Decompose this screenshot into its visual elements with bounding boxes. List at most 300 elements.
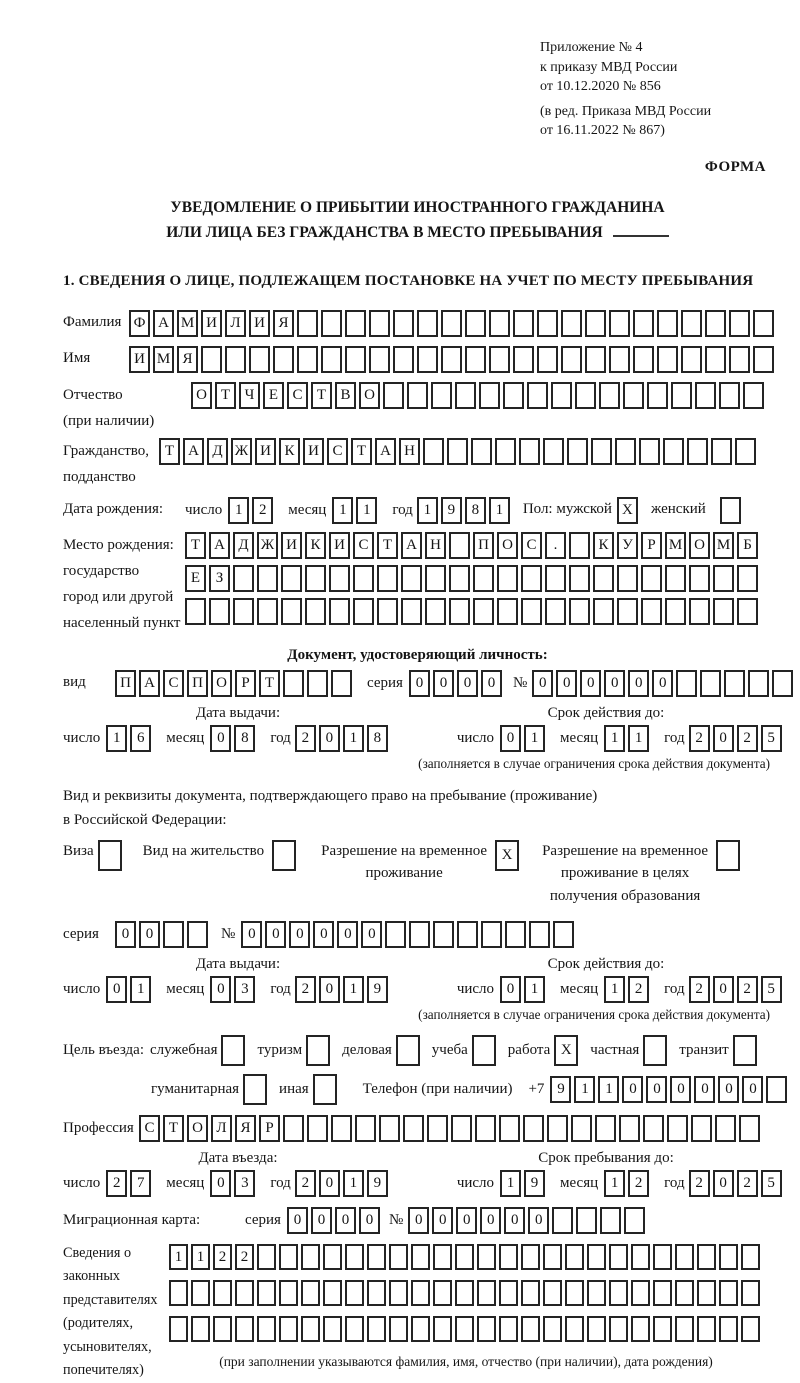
entry-day-cell[interactable]: 2 (106, 1170, 127, 1197)
name-cell[interactable] (417, 346, 438, 373)
birth-place-cell[interactable]: Д (233, 532, 254, 559)
birth-place-cell[interactable]: К (305, 532, 326, 559)
res-seriya-cell[interactable]: 0 (115, 921, 136, 948)
res-number-cell[interactable] (409, 921, 430, 948)
representatives-cell[interactable] (191, 1316, 210, 1342)
birth-place-cell[interactable]: О (497, 532, 518, 559)
patronymic-cell[interactable] (431, 382, 452, 409)
res-valid-month-cell[interactable]: 1 (604, 976, 625, 1003)
name-cell[interactable] (609, 346, 630, 373)
surname-cell[interactable]: Я (273, 310, 294, 337)
doc-seriya-cell[interactable]: 0 (433, 670, 454, 697)
birth-place-cell[interactable] (569, 565, 590, 592)
doc-type-cell[interactable] (307, 670, 328, 697)
profession-cell[interactable]: О (187, 1115, 208, 1142)
representatives-cell[interactable] (301, 1316, 320, 1342)
res-issue-day-cell[interactable]: 0 (106, 976, 127, 1003)
representatives-cell[interactable] (587, 1280, 606, 1306)
representatives-cell[interactable]: 2 (235, 1244, 254, 1270)
sex-female-checkbox[interactable] (720, 497, 741, 524)
representatives-cell[interactable] (455, 1316, 474, 1342)
res-seriya-cell[interactable] (187, 921, 208, 948)
surname-cell[interactable] (321, 310, 342, 337)
birth-place-cell[interactable] (449, 565, 470, 592)
representatives-cell[interactable] (213, 1280, 232, 1306)
res-number-cell[interactable] (457, 921, 478, 948)
surname-cell[interactable] (297, 310, 318, 337)
phone-cell[interactable]: 0 (670, 1076, 691, 1103)
doc-type-cell[interactable]: П (115, 670, 136, 697)
representatives-cell[interactable] (609, 1280, 628, 1306)
birth-place-cell[interactable] (737, 598, 758, 625)
entry-month-cell[interactable]: 3 (234, 1170, 255, 1197)
profession-cell[interactable] (307, 1115, 328, 1142)
representatives-cell[interactable] (499, 1280, 518, 1306)
citizenship-cell[interactable] (471, 438, 492, 465)
representatives-cell[interactable] (543, 1316, 562, 1342)
birth-place-cell[interactable]: И (281, 532, 302, 559)
representatives-cell[interactable] (741, 1280, 760, 1306)
entry-year-cell[interactable]: 0 (319, 1170, 340, 1197)
doc-valid-month-cell[interactable]: 1 (628, 725, 649, 752)
representatives-cell[interactable] (389, 1316, 408, 1342)
doc-issue-year-cell[interactable]: 8 (367, 725, 388, 752)
stay-day-cell[interactable]: 9 (524, 1170, 545, 1197)
birth-place-cell[interactable] (209, 598, 230, 625)
res-number-cell[interactable]: 0 (265, 921, 286, 948)
purpose-sluzhebnaya-checkbox[interactable] (221, 1035, 245, 1066)
migration-number-cell[interactable] (624, 1207, 645, 1234)
representatives-cell[interactable] (565, 1280, 584, 1306)
profession-cell[interactable] (379, 1115, 400, 1142)
representatives-cell[interactable] (565, 1244, 584, 1270)
purpose-delovaya-checkbox[interactable] (396, 1035, 420, 1066)
representatives-cell[interactable] (543, 1280, 562, 1306)
migration-seriya-cell[interactable]: 0 (311, 1207, 332, 1234)
representatives-cell[interactable] (345, 1280, 364, 1306)
profession-cell[interactable] (451, 1115, 472, 1142)
entry-year-cell[interactable]: 2 (295, 1170, 316, 1197)
birth-place-cell[interactable]: И (329, 532, 350, 559)
surname-cell[interactable] (465, 310, 486, 337)
birth-place-cell[interactable]: Б (737, 532, 758, 559)
birth-place-cell[interactable] (233, 565, 254, 592)
surname-cell[interactable] (537, 310, 558, 337)
birth-place-cell[interactable] (593, 598, 614, 625)
representatives-cell[interactable] (697, 1280, 716, 1306)
citizenship-cell[interactable] (735, 438, 756, 465)
surname-cell[interactable]: И (249, 310, 270, 337)
representatives-cell[interactable] (257, 1244, 276, 1270)
birth-place-cell[interactable]: О (689, 532, 710, 559)
name-cell[interactable] (657, 346, 678, 373)
name-cell[interactable] (633, 346, 654, 373)
citizenship-cell[interactable]: А (375, 438, 396, 465)
stay-year-cell[interactable]: 2 (689, 1170, 710, 1197)
res-number-cell[interactable] (529, 921, 550, 948)
birth-place-cell[interactable] (617, 565, 638, 592)
res-seriya-cell[interactable] (163, 921, 184, 948)
res-valid-month-cell[interactable]: 2 (628, 976, 649, 1003)
name-cell[interactable] (249, 346, 270, 373)
patronymic-cell[interactable]: Е (263, 382, 284, 409)
res-number-cell[interactable]: 0 (313, 921, 334, 948)
birth-place-cell[interactable] (425, 598, 446, 625)
profession-cell[interactable] (499, 1115, 520, 1142)
representatives-cell[interactable] (499, 1244, 518, 1270)
rvp-checkbox[interactable]: X (495, 840, 519, 871)
doc-issue-day-cell[interactable]: 1 (106, 725, 127, 752)
entry-year-cell[interactable]: 1 (343, 1170, 364, 1197)
doc-issue-month-cell[interactable]: 8 (234, 725, 255, 752)
doc-number-cell[interactable] (748, 670, 769, 697)
phone-cell[interactable]: 1 (574, 1076, 595, 1103)
patronymic-cell[interactable] (743, 382, 764, 409)
birth-place-cell[interactable] (545, 565, 566, 592)
birth-place-cell[interactable] (281, 565, 302, 592)
birth-place-cell[interactable] (449, 598, 470, 625)
birth-place-cell[interactable] (521, 598, 542, 625)
surname-cell[interactable]: А (153, 310, 174, 337)
citizenship-cell[interactable] (639, 438, 660, 465)
doc-seriya-cell[interactable]: 0 (457, 670, 478, 697)
birth-place-cell[interactable]: А (209, 532, 230, 559)
migration-number-cell[interactable] (552, 1207, 573, 1234)
representatives-cell[interactable] (389, 1244, 408, 1270)
representatives-cell[interactable] (323, 1316, 342, 1342)
birth-place-cell[interactable]: М (665, 532, 686, 559)
patronymic-cell[interactable] (671, 382, 692, 409)
representatives-cell[interactable] (411, 1244, 430, 1270)
res-number-cell[interactable]: 0 (337, 921, 358, 948)
migration-number-cell[interactable]: 0 (408, 1207, 429, 1234)
citizenship-cell[interactable] (687, 438, 708, 465)
entry-month-cell[interactable]: 0 (210, 1170, 231, 1197)
migration-number-cell[interactable]: 0 (504, 1207, 525, 1234)
migration-number-cell[interactable]: 0 (456, 1207, 477, 1234)
representatives-cell[interactable] (521, 1316, 540, 1342)
surname-cell[interactable] (753, 310, 774, 337)
res-issue-year-cell[interactable]: 2 (295, 976, 316, 1003)
profession-cell[interactable] (667, 1115, 688, 1142)
profession-cell[interactable] (523, 1115, 544, 1142)
representatives-cell[interactable] (565, 1316, 584, 1342)
representatives-cell[interactable] (631, 1316, 650, 1342)
representatives-cell[interactable] (345, 1244, 364, 1270)
surname-cell[interactable] (681, 310, 702, 337)
residence-permit-checkbox[interactable] (272, 840, 296, 871)
representatives-cell[interactable] (675, 1280, 694, 1306)
representatives-cell[interactable] (543, 1244, 562, 1270)
birth-place-cell[interactable]: П (473, 532, 494, 559)
birth-place-cell[interactable] (401, 565, 422, 592)
phone-cell[interactable]: 0 (622, 1076, 643, 1103)
citizenship-cell[interactable] (495, 438, 516, 465)
representatives-cell[interactable] (719, 1280, 738, 1306)
representatives-cell[interactable] (587, 1244, 606, 1270)
birth-place-cell[interactable] (545, 598, 566, 625)
patronymic-cell[interactable] (647, 382, 668, 409)
representatives-cell[interactable] (323, 1280, 342, 1306)
doc-seriya-cell[interactable]: 0 (481, 670, 502, 697)
representatives-cell[interactable] (719, 1316, 738, 1342)
representatives-cell[interactable] (741, 1244, 760, 1270)
birth-place-cell[interactable] (665, 565, 686, 592)
representatives-cell[interactable] (191, 1280, 210, 1306)
doc-number-cell[interactable] (724, 670, 745, 697)
representatives-cell[interactable] (345, 1316, 364, 1342)
res-number-cell[interactable]: 0 (241, 921, 262, 948)
surname-cell[interactable] (489, 310, 510, 337)
representatives-cell[interactable] (675, 1316, 694, 1342)
birth-place-cell[interactable]: Т (377, 532, 398, 559)
res-number-cell[interactable] (481, 921, 502, 948)
migration-number-cell[interactable]: 0 (480, 1207, 501, 1234)
doc-issue-year-cell[interactable]: 2 (295, 725, 316, 752)
representatives-cell[interactable] (455, 1244, 474, 1270)
representatives-cell[interactable] (477, 1244, 496, 1270)
purpose-chastnaya-checkbox[interactable] (643, 1035, 667, 1066)
representatives-cell[interactable] (587, 1316, 606, 1342)
doc-issue-day-cell[interactable]: 6 (130, 725, 151, 752)
res-issue-year-cell[interactable]: 0 (319, 976, 340, 1003)
representatives-cell[interactable] (433, 1280, 452, 1306)
citizenship-cell[interactable]: И (255, 438, 276, 465)
surname-cell[interactable] (561, 310, 582, 337)
birth-place-cell[interactable] (473, 565, 494, 592)
doc-type-cell[interactable]: А (139, 670, 160, 697)
representatives-cell[interactable] (631, 1244, 650, 1270)
migration-seriya-cell[interactable]: 0 (287, 1207, 308, 1234)
birth-month-cell[interactable]: 1 (332, 497, 353, 524)
birth-place-cell[interactable] (257, 598, 278, 625)
doc-type-cell[interactable] (331, 670, 352, 697)
profession-cell[interactable]: Т (163, 1115, 184, 1142)
representatives-cell[interactable] (235, 1280, 254, 1306)
doc-issue-year-cell[interactable]: 1 (343, 725, 364, 752)
purpose-turizm-checkbox[interactable] (306, 1035, 330, 1066)
birth-place-cell[interactable] (497, 598, 518, 625)
name-cell[interactable]: Я (177, 346, 198, 373)
name-cell[interactable] (729, 346, 750, 373)
birth-place-cell[interactable] (305, 565, 326, 592)
representatives-cell[interactable] (279, 1316, 298, 1342)
res-issue-month-cell[interactable]: 0 (210, 976, 231, 1003)
doc-type-cell[interactable]: Т (259, 670, 280, 697)
birth-place-cell[interactable] (737, 565, 758, 592)
birth-place-cell[interactable] (233, 598, 254, 625)
representatives-cell[interactable] (213, 1316, 232, 1342)
representatives-cell[interactable] (697, 1244, 716, 1270)
res-number-cell[interactable] (505, 921, 526, 948)
surname-cell[interactable] (345, 310, 366, 337)
patronymic-cell[interactable] (599, 382, 620, 409)
surname-cell[interactable] (729, 310, 750, 337)
name-cell[interactable] (393, 346, 414, 373)
stay-year-cell[interactable]: 0 (713, 1170, 734, 1197)
doc-issue-month-cell[interactable]: 0 (210, 725, 231, 752)
surname-cell[interactable]: М (177, 310, 198, 337)
stay-month-cell[interactable]: 1 (604, 1170, 625, 1197)
patronymic-cell[interactable] (575, 382, 596, 409)
phone-cell[interactable]: 9 (550, 1076, 571, 1103)
representatives-cell[interactable] (411, 1280, 430, 1306)
patronymic-cell[interactable] (383, 382, 404, 409)
representatives-cell[interactable] (477, 1316, 496, 1342)
name-cell[interactable] (561, 346, 582, 373)
profession-cell[interactable]: Р (259, 1115, 280, 1142)
representatives-cell[interactable] (521, 1280, 540, 1306)
doc-number-cell[interactable] (676, 670, 697, 697)
res-issue-day-cell[interactable]: 1 (130, 976, 151, 1003)
representatives-cell[interactable]: 1 (169, 1244, 188, 1270)
phone-cell[interactable]: 0 (694, 1076, 715, 1103)
doc-number-cell[interactable]: 0 (652, 670, 673, 697)
birth-year-cell[interactable]: 8 (465, 497, 486, 524)
profession-cell[interactable] (619, 1115, 640, 1142)
doc-valid-month-cell[interactable]: 1 (604, 725, 625, 752)
birth-place-cell[interactable] (713, 565, 734, 592)
representatives-cell[interactable] (169, 1316, 188, 1342)
birth-day-cell[interactable]: 1 (228, 497, 249, 524)
profession-cell[interactable] (739, 1115, 760, 1142)
birth-place-cell[interactable]: Ж (257, 532, 278, 559)
phone-cell[interactable] (766, 1076, 787, 1103)
surname-cell[interactable] (633, 310, 654, 337)
name-cell[interactable] (681, 346, 702, 373)
doc-type-cell[interactable] (283, 670, 304, 697)
doc-number-cell[interactable]: 0 (604, 670, 625, 697)
doc-valid-year-cell[interactable]: 2 (737, 725, 758, 752)
patronymic-cell[interactable] (719, 382, 740, 409)
representatives-cell[interactable]: 2 (213, 1244, 232, 1270)
birth-place-cell[interactable] (497, 565, 518, 592)
profession-cell[interactable] (547, 1115, 568, 1142)
representatives-cell[interactable] (367, 1244, 386, 1270)
citizenship-cell[interactable] (711, 438, 732, 465)
birth-place-cell[interactable] (353, 565, 374, 592)
doc-number-cell[interactable]: 0 (580, 670, 601, 697)
doc-valid-year-cell[interactable]: 2 (689, 725, 710, 752)
purpose-ucheba-checkbox[interactable] (472, 1035, 496, 1066)
representatives-cell[interactable] (653, 1280, 672, 1306)
res-number-cell[interactable] (553, 921, 574, 948)
doc-valid-year-cell[interactable]: 5 (761, 725, 782, 752)
doc-type-cell[interactable]: Р (235, 670, 256, 697)
birth-place-cell[interactable] (185, 598, 206, 625)
birth-place-cell[interactable] (689, 565, 710, 592)
patronymic-cell[interactable] (407, 382, 428, 409)
name-cell[interactable] (273, 346, 294, 373)
birth-place-cell[interactable] (353, 598, 374, 625)
name-cell[interactable] (537, 346, 558, 373)
profession-cell[interactable]: Л (211, 1115, 232, 1142)
phone-cell[interactable]: 0 (742, 1076, 763, 1103)
doc-valid-day-cell[interactable]: 0 (500, 725, 521, 752)
birth-place-cell[interactable]: Р (641, 532, 662, 559)
doc-type-cell[interactable]: С (163, 670, 184, 697)
birth-place-cell[interactable] (617, 598, 638, 625)
representatives-cell[interactable] (521, 1244, 540, 1270)
doc-number-cell[interactable]: 0 (556, 670, 577, 697)
entry-year-cell[interactable]: 9 (367, 1170, 388, 1197)
birth-year-cell[interactable]: 1 (489, 497, 510, 524)
purpose-gumanitarnaya-checkbox[interactable] (243, 1074, 267, 1105)
surname-cell[interactable] (417, 310, 438, 337)
profession-cell[interactable] (331, 1115, 352, 1142)
name-cell[interactable] (369, 346, 390, 373)
representatives-cell[interactable] (675, 1244, 694, 1270)
name-cell[interactable] (705, 346, 726, 373)
citizenship-cell[interactable]: С (327, 438, 348, 465)
res-valid-day-cell[interactable]: 0 (500, 976, 521, 1003)
surname-cell[interactable] (393, 310, 414, 337)
birth-place-cell[interactable] (473, 598, 494, 625)
profession-cell[interactable] (283, 1115, 304, 1142)
phone-cell[interactable]: 0 (718, 1076, 739, 1103)
surname-cell[interactable] (585, 310, 606, 337)
profession-cell[interactable] (427, 1115, 448, 1142)
purpose-tranzit-checkbox[interactable] (733, 1035, 757, 1066)
profession-cell[interactable] (403, 1115, 424, 1142)
doc-type-cell[interactable]: П (187, 670, 208, 697)
birth-place-cell[interactable]: Т (185, 532, 206, 559)
migration-number-cell[interactable] (576, 1207, 597, 1234)
surname-cell[interactable] (657, 310, 678, 337)
phone-cell[interactable]: 1 (598, 1076, 619, 1103)
res-number-cell[interactable] (433, 921, 454, 948)
representatives-cell[interactable] (477, 1280, 496, 1306)
birth-year-cell[interactable]: 1 (417, 497, 438, 524)
res-seriya-cell[interactable]: 0 (139, 921, 160, 948)
citizenship-cell[interactable]: И (303, 438, 324, 465)
surname-cell[interactable] (513, 310, 534, 337)
purpose-inaya-checkbox[interactable] (313, 1074, 337, 1105)
patronymic-cell[interactable]: В (335, 382, 356, 409)
birth-place-cell[interactable] (377, 598, 398, 625)
representatives-cell[interactable] (499, 1316, 518, 1342)
birth-place-cell[interactable]: М (713, 532, 734, 559)
representatives-cell[interactable] (367, 1316, 386, 1342)
birth-place-cell[interactable] (569, 532, 590, 559)
res-valid-day-cell[interactable]: 1 (524, 976, 545, 1003)
res-valid-year-cell[interactable]: 2 (689, 976, 710, 1003)
doc-type-cell[interactable]: О (211, 670, 232, 697)
name-cell[interactable] (441, 346, 462, 373)
surname-cell[interactable]: И (201, 310, 222, 337)
doc-number-cell[interactable]: 0 (532, 670, 553, 697)
name-cell[interactable] (585, 346, 606, 373)
migration-number-cell[interactable] (600, 1207, 621, 1234)
patronymic-cell[interactable]: О (191, 382, 212, 409)
entry-day-cell[interactable]: 7 (130, 1170, 151, 1197)
visa-checkbox[interactable] (98, 840, 122, 871)
migration-seriya-cell[interactable]: 0 (359, 1207, 380, 1234)
birth-place-cell[interactable] (329, 598, 350, 625)
name-cell[interactable] (465, 346, 486, 373)
patronymic-cell[interactable]: Ч (239, 382, 260, 409)
stay-year-cell[interactable]: 5 (761, 1170, 782, 1197)
profession-cell[interactable] (643, 1115, 664, 1142)
name-cell[interactable]: И (129, 346, 150, 373)
profession-cell[interactable] (475, 1115, 496, 1142)
representatives-cell[interactable] (257, 1280, 276, 1306)
birth-place-cell[interactable] (665, 598, 686, 625)
representatives-cell[interactable] (433, 1316, 452, 1342)
birth-place-cell[interactable]: А (401, 532, 422, 559)
name-cell[interactable] (201, 346, 222, 373)
doc-valid-day-cell[interactable]: 1 (524, 725, 545, 752)
